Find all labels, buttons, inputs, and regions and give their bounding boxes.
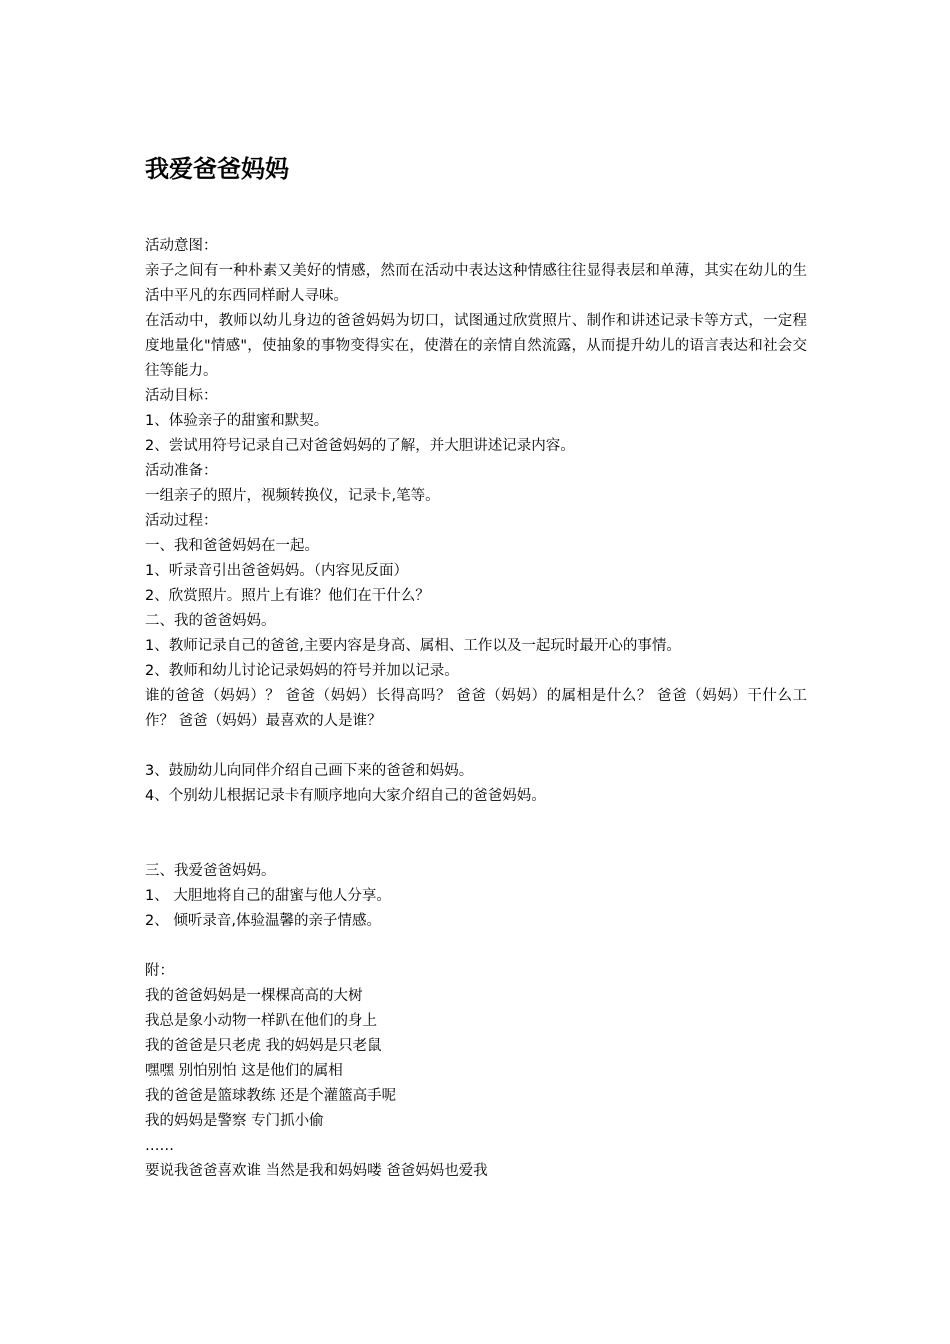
goals-heading: 活动目标： [145,388,218,404]
step3-item-2: 2、 倾听录音,体验温馨的亲子情感。 [145,913,381,929]
step2-questions: 谁的爸爸（妈妈）？ 爸爸（妈妈）长得高吗？ 爸爸（妈妈）的属相是什么？ 爸爸（妈妈）干什么工作？ 爸爸（妈妈）最喜欢的人是谁？ [145,688,807,729]
prep-text: 一组亲子的照片，视频转换仪，记录卡,笔等。 [145,488,440,504]
document-title: 我爱爸爸妈妈 [145,155,289,183]
step2-item-2: 2、教师和幼儿讨论记录妈妈的符号并加以记录。 [145,663,459,679]
poem-line: 我的爸爸是只老虎 我的妈妈是只老鼠 [145,1038,382,1054]
poem-line: 要说我爸爸喜欢谁 当然是我和妈妈喽 爸爸妈妈也爱我 [145,1163,488,1179]
poem-line: 我的妈妈是警察 专门抓小偷 [145,1113,324,1129]
step2-item-1: 1、教师记录自己的爸爸,主要内容是身高、属相、工作以及一起玩时最开心的事情。 [145,638,681,654]
appendix-heading: 附： [145,963,174,979]
poem-line: 嘿嘿 别怕别怕 这是他们的属相 [145,1063,343,1079]
step1-item-2: 2、欣赏照片。照片上有谁？他们在干什么？ [145,588,430,604]
poem-line: 我总是象小动物一样趴在他们的身上 [145,1013,377,1029]
document-body [145,234,807,1184]
poem-line: 我的爸爸妈妈是一棵棵高高的大树 [145,988,363,1004]
step1-item-1: 1、听录音引出爸爸妈妈。（内容见反面） [145,563,408,579]
blank-line [145,934,807,959]
step2-item-4: 4、个别幼儿根据记录卡有顺序地向大家介绍自己的爸爸妈妈。 [145,788,546,804]
goal-item-1: 1、体验亲子的甜蜜和默契。 [145,413,329,429]
step3-heading: 三、我爱爸爸妈妈。 [145,863,276,879]
goal-item-2: 2、尝试用符号记录自己对爸爸妈妈的了解，并大胆讲述记录内容。 [145,438,575,454]
step2-item-3: 3、鼓励幼儿向同伴介绍自己画下来的爸爸和妈妈。 [145,763,474,779]
intent-paragraph-2: 在活动中，教师以幼儿身边的爸爸妈妈为切口，试图通过欣赏照片、制作和讲述记录卡等方式，一定程度地量化"情感"，使抽象的事物变得实在，使潜在的亲情自然流露，从而提升幼儿的语言表达和社会交往等能力。 [145,313,807,379]
intent-paragraph-1: 亲子之间有一种朴素又美好的情感，然而在活动中表达这种情感往往显得表层和单薄，其实在幼儿的生活中平凡的东西同样耐人寻味。 [145,263,807,304]
prep-heading: 活动准备： [145,463,218,479]
step2-heading: 二、我的爸爸妈妈。 [145,613,276,629]
step3-item-1: 1、 大胆地将自己的甜蜜与他人分享。 [145,888,391,904]
blank-gap [145,809,807,859]
blank-line [145,734,807,759]
step1-heading: 一、我和爸爸妈妈在一起。 [145,538,319,554]
poem-line: …… [145,1138,174,1154]
intent-heading: 活动意图： [145,238,218,254]
poem-line: 我的爸爸是篮球教练 还是个灌篮高手呢 [145,1088,397,1104]
process-heading: 活动过程： [145,513,218,529]
